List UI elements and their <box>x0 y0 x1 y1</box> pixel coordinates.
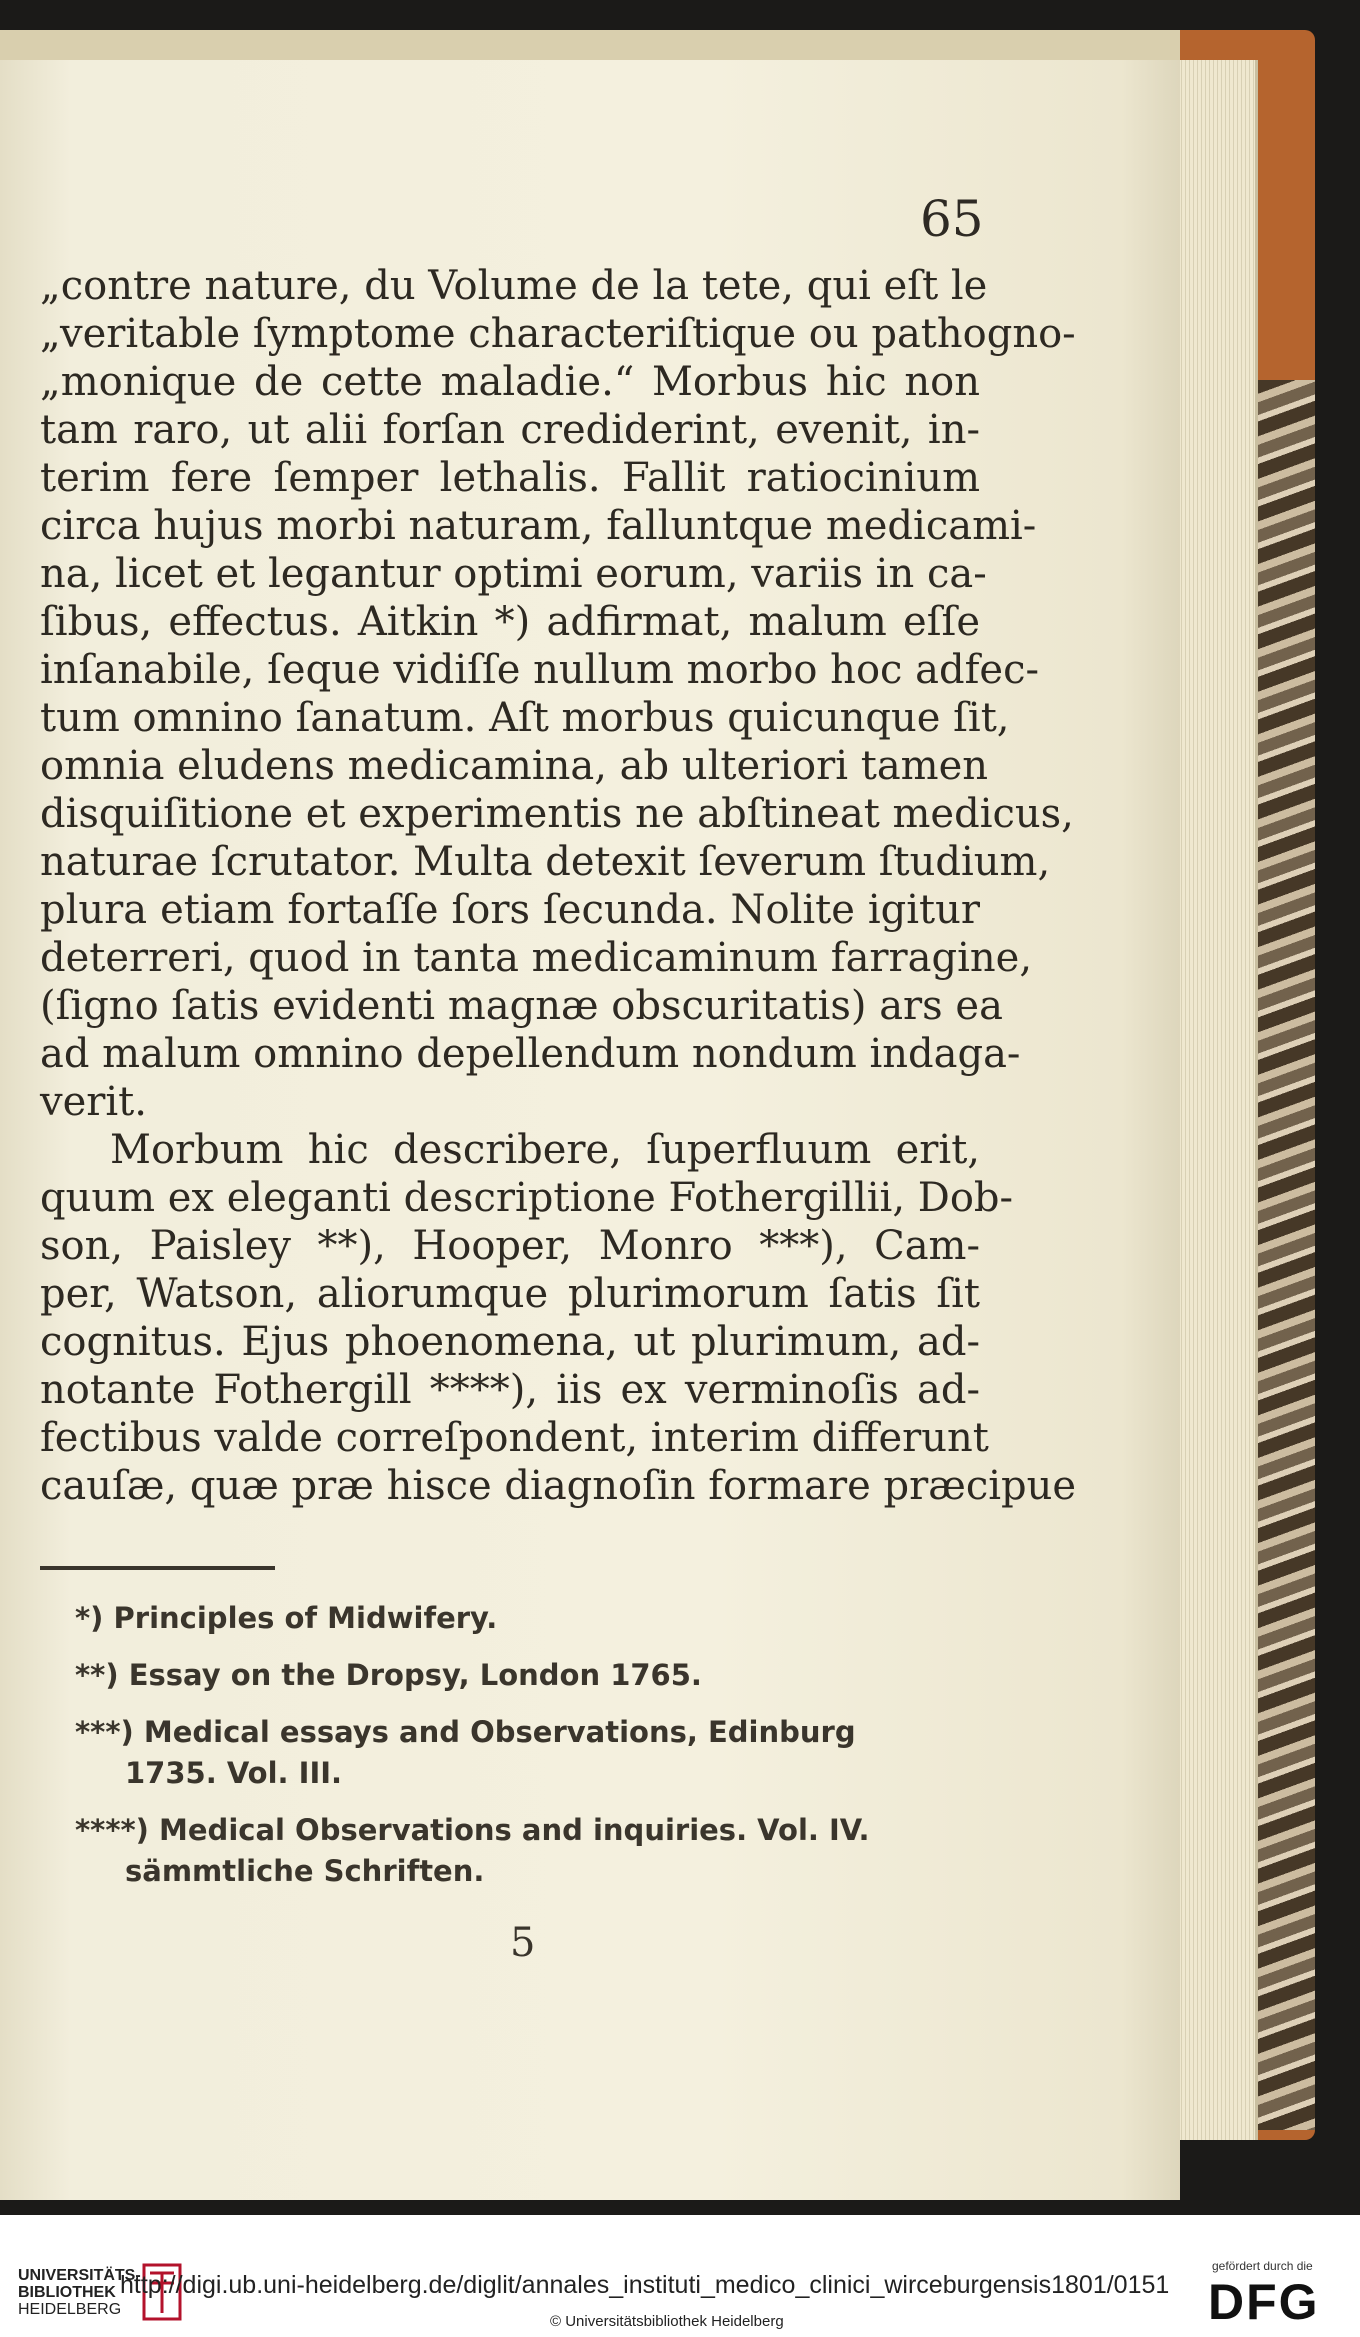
footnote-mark: ***) <box>75 1715 134 1749</box>
footnote <box>75 1810 975 1892</box>
text-line: terim fere ſemper lethalis. Fallit ratiocinium <box>40 455 980 501</box>
copyright-notice: © Universitätsbibliothek Heidelberg <box>550 2313 784 2330</box>
text-line: Morbum hic describere, ſuperfluum erit, <box>110 1127 980 1173</box>
dfg-logo: DFG <box>1208 2274 1320 2330</box>
text-line: plura etiam fortaſſe ſors ſecunda. Nolite igitur <box>40 887 980 933</box>
text-line: (ſigno ſatis evidenti magnæ obscuritatis) ars ea <box>40 983 1003 1029</box>
footnote-mark: ****) <box>75 1813 149 1847</box>
text-line: son, Paisley **), Hooper, Monro ***), Cam- <box>40 1223 980 1269</box>
text-line: tam raro, ut alii forſan crediderint, evenit, in- <box>40 407 980 453</box>
text-line: per, Watson, aliorumque plurimorum ſatis ſit <box>40 1271 980 1317</box>
text-line: naturae ſcrutator. Multa detexit ſeverum ſtudium, <box>40 839 1051 885</box>
footnote <box>75 1712 975 1794</box>
text-line: „veritable ſymptome characteriſtique ou pathogno- <box>40 311 1076 357</box>
text-line: na, licet et legantur optimi eorum, variis in ca- <box>40 551 987 597</box>
body-text <box>40 262 1077 1510</box>
signature-mark: 5 <box>510 1920 536 1966</box>
text-line: fectibus valde correſpondent, interim differunt <box>40 1415 989 1461</box>
footnote-text: Essay on the Dropsy, London 1765. <box>128 1658 702 1692</box>
footnote <box>75 1655 975 1696</box>
text-line: verit. <box>40 1079 147 1125</box>
footnote-text: Medical Observations and inquiries. Vol. IV. <box>159 1813 870 1847</box>
marbled-endpaper <box>1255 380 1315 2130</box>
text-line: ſibus, effectus. Aitkin *) adfirmat, malum eſſe <box>40 599 980 645</box>
text-line: cognitus. Ejus phoenomena, ut plurimum, ad- <box>40 1319 980 1365</box>
text-line: quum ex eleganti descriptione Fothergillii, Dob- <box>40 1175 1014 1221</box>
text-line: deterreri, quod in tanta medicaminum farragine, <box>40 935 1033 981</box>
footnote-mark: *) <box>75 1601 104 1635</box>
footer-bar <box>0 2215 1360 2337</box>
text-line: inſanabile, ſeque vidiſſe nullum morbo hoc adfec- <box>40 647 1039 693</box>
text-line: circa hujus morbi naturam, falluntque medicami- <box>40 503 1037 549</box>
text-line: „monique de cette maladie.“ Morbus hic non <box>40 359 980 405</box>
library-name-line: HEIDELBERG <box>18 2301 122 2318</box>
text-line: ad malum omnino depellendum nondum indaga- <box>40 1031 1021 1077</box>
page-number: 65 <box>920 190 984 248</box>
footnote-text: Medical essays and Observations, Edinburg <box>143 1715 856 1749</box>
text-line: notante Fothergill ****), iis ex verminoſis ad- <box>40 1367 980 1413</box>
funding-note: gefördert durch die <box>1212 2259 1313 2273</box>
footnote-continuation: 1735. Vol. III. <box>125 1756 343 1790</box>
footnote-text: Principles of Midwifery. <box>113 1601 498 1635</box>
library-name-line: UNIVERSITÄTS- <box>18 2267 141 2284</box>
footnote-rule <box>40 1566 275 1570</box>
footnotes <box>75 1598 975 1908</box>
text-line: „contre nature, du Volume de la tete, qui eſt le <box>40 263 988 309</box>
text-line: cauſæ, quæ præ hisce diagnoſin formare præcipue <box>40 1463 1077 1509</box>
footnote <box>75 1598 975 1639</box>
permalink-url[interactable]: http://digi.ub.uni-heidelberg.de/diglit/annales_instituti_medico_clinici_wirceburgensis1801/0151 <box>120 2271 1170 2299</box>
text-line: omnia eludens medicamina, ab ulteriori tamen <box>40 743 989 789</box>
text-line: disquiſitione et experimentis ne abſtineat medicus, <box>40 791 1074 837</box>
text-line: tum omnino ſanatum. Aſt morbus quicunque ſit, <box>40 695 1010 741</box>
footnote-continuation: sämmtliche Schriften. <box>125 1854 485 1888</box>
page-edges <box>1170 60 1258 2140</box>
footnote-mark: **) <box>75 1658 119 1692</box>
library-name-line: BIBLIOTHEK <box>18 2284 116 2301</box>
